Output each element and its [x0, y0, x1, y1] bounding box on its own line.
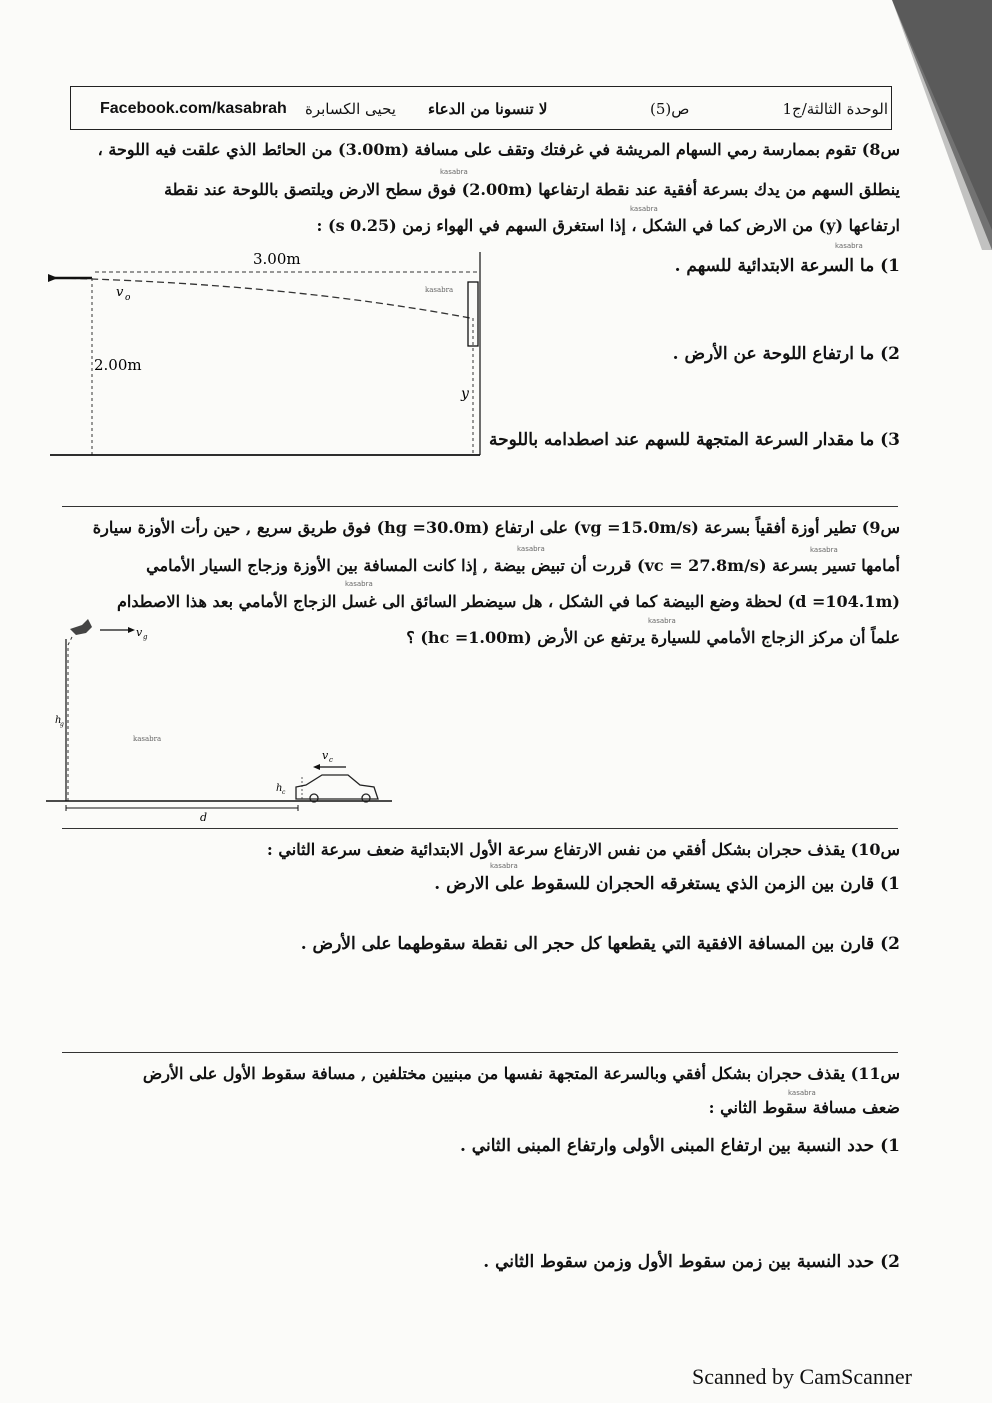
header-dua: لا تنسونا من الدعاء	[428, 100, 548, 118]
header-unit: الوحدة الثالثة/ج1	[782, 100, 888, 118]
q9-hg-label: h	[55, 715, 62, 726]
q9-vg-label: v	[136, 626, 143, 639]
separator-line	[62, 828, 898, 829]
watermark: kasabra	[810, 546, 838, 554]
q11-sub-1: 1) حدد النسبة بين ارتفاع المبنى الأولى وارتفاع المبنى الثاني .	[459, 1136, 900, 1156]
q8-dart-tail-icon	[48, 274, 58, 282]
q9-vc-subscript: c	[329, 756, 333, 764]
q8-line-2: ينطلق السهم من يدك بسرعة أفقية عند نقطة ارتفاعها (2.00m) فوق سطح الارض ويلتصق باللوحة عند نقطة	[164, 180, 900, 199]
watermark: kasabra	[490, 862, 518, 870]
q9-line-1: س9) تطير أوزة أفقياً بسرعة (vg =15.0m/s) على ارتفاع (hg =30.0m) فوق طريق سريع , حين رأت الأوزة سيارة	[92, 518, 900, 537]
q10-sub-1: 1) قارن بين الزمن الذي يستغرقه الحجران للسقوط على الارض .	[434, 874, 900, 894]
car-icon	[296, 775, 378, 799]
q9-vc-arrowhead-icon	[313, 764, 320, 770]
watermark: kasabra	[788, 1089, 816, 1097]
q9-hc-label: h	[276, 783, 283, 794]
q11-sub-2: 2) حدد النسبة بين زمن سقوط الأول وزمن سقوط الثاني .	[483, 1252, 900, 1272]
q9-line-2: أمامها تسير بسرعة (vc = 27.8m/s) قررت أن تبيض بيضة , إذا كانت المسافة بين الأوزة وزجاج السيار الأمامي	[146, 556, 900, 575]
q10-sub-2: 2) قارن بين المسافة الافقية التي يقطعها كل حجر الى نقطة سقوطهما على الأرض .	[300, 934, 900, 954]
q11-line-2: ضعف مسافة سقوط الثاني :	[708, 1098, 900, 1117]
watermark: kasabra	[425, 286, 454, 294]
q8-line-1: س8) تقوم بممارسة رمي السهام المريشة في غرفتك وتقف على مسافة (3.00m) من الحائط الذي علقت فيه اللوحة ،	[97, 140, 900, 159]
q8-v0-label: v	[116, 285, 124, 300]
q9-diagram	[40, 615, 400, 825]
q8-sub-3: 3) ما مقدار السرعة المتجهة للسهم عند اصطدامه باللوحة	[489, 430, 900, 450]
q9-fall-line	[68, 637, 72, 801]
q8-distance-label: 3.00m	[253, 250, 301, 268]
goose-icon	[70, 619, 92, 635]
q9-d-label: d	[200, 811, 208, 824]
q10-line-1: س10) يقذف حجران بشكل أفقي من نفس الارتفاع سرعة الأول الابتدائية ضعف سرعة الثاني :	[266, 840, 900, 859]
q11-line-1: س11) يقذف حجران بشكل أفقي وبالسرعة المتجهة نفسها من مبنيين مختلفين , مسافة سقوط الأول على الأرض	[142, 1064, 900, 1083]
q9-vc-label: v	[322, 749, 329, 762]
watermark: kasabra	[133, 735, 162, 743]
header-author: يحيى الكسابرة	[305, 100, 396, 118]
watermark: kasabra	[630, 205, 658, 213]
q8-line-3: ارتفاعها (y) من الارض كما في الشكل ، إذا استغرق السهم في الهواء زمن (0.25 s) :	[316, 216, 900, 235]
q8-diagram	[40, 240, 490, 465]
watermark: kasabra	[648, 617, 676, 625]
separator-line	[62, 1052, 898, 1053]
q8-height-label: 2.00m	[94, 356, 142, 374]
watermark: kasabra	[345, 580, 373, 588]
q9-vg-arrowhead-icon	[128, 627, 135, 633]
q8-v0-subscript: o	[125, 293, 131, 303]
q9-hc-subscript: c	[282, 789, 286, 796]
watermark: kasabra	[835, 242, 863, 250]
q8-sub-2: 2) ما ارتفاع اللوحة عن الأرض .	[672, 344, 900, 364]
q9-vg-subscript: g	[143, 633, 148, 641]
q9-line-3: (d =104.1m) لحظة وضع البيضة كما في الشكل ، هل سيضطر السائق الى غسل الزجاج الأمامي بعد هذا الاصطدام	[117, 592, 900, 611]
q8-y-label: y	[461, 386, 469, 402]
header-facebook: Facebook.com/kasabrah	[100, 100, 287, 117]
watermark: kasabra	[440, 168, 468, 176]
separator-line	[62, 506, 898, 507]
watermark: kasabra	[517, 545, 545, 553]
q8-sub-1: 1) ما السرعة الابتدائية للسهم .	[674, 256, 900, 276]
header-page: ص(5)	[650, 100, 690, 118]
scanner-footer: Scanned by CamScanner	[692, 1364, 912, 1389]
q9-hg-subscript: g	[60, 721, 64, 728]
q9-line-4: علماً أن مركز الزجاج الأمامي للسيارة يرتفع عن الأرض (hc =1.00m) ؟	[406, 628, 900, 647]
